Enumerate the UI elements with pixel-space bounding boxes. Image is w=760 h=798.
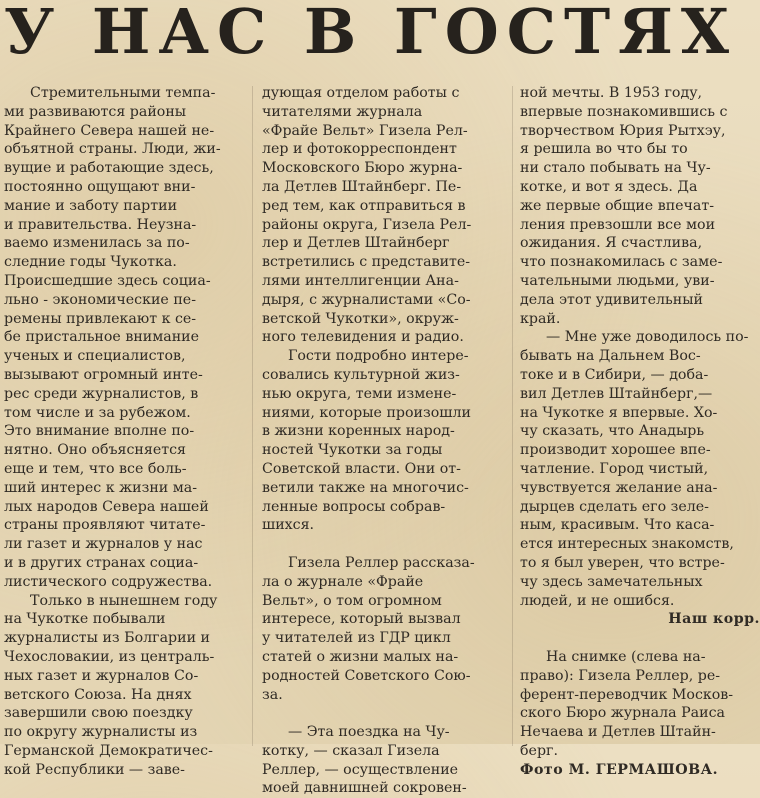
text-line: впервые познакомившись с bbox=[520, 103, 728, 120]
text-line: бывать на Дальнем Вос- bbox=[520, 348, 701, 365]
text-line: чувствуется желание ана- bbox=[520, 479, 718, 496]
column-divider bbox=[252, 86, 253, 746]
text-line: ни стало побывать на Чу- bbox=[520, 160, 711, 177]
text-line: листического содружества. bbox=[4, 573, 213, 590]
text-line: льно - экономические пе- bbox=[4, 291, 196, 308]
article-column-1 bbox=[4, 84, 244, 779]
text-line: Чехословакии, из централь- bbox=[4, 648, 215, 665]
text-line: нятно. Оно объясняется bbox=[4, 442, 186, 459]
text-line: еще и тем, что все боль- bbox=[4, 460, 187, 477]
text-line bbox=[262, 704, 506, 723]
text-line: Фото М. ГЕРМАШОВА. bbox=[520, 761, 719, 778]
text-line: котку, — сказал Гизела bbox=[262, 742, 440, 759]
text-line: ший интерес к жизни ма- bbox=[4, 479, 198, 496]
text-line: завершили свою поездку bbox=[4, 705, 193, 722]
text-line: ленные вопросы собрав- bbox=[262, 498, 446, 515]
text-line: родностей Советского Сою- bbox=[262, 667, 471, 684]
text-line: ла Детлев Штайнберг. Пе- bbox=[262, 178, 462, 195]
text-line: ферент-переводчик Москов- bbox=[520, 686, 734, 703]
text-line: ред тем, как отправиться в bbox=[262, 197, 466, 214]
text-line: и правительства. Неузна- bbox=[4, 216, 197, 233]
text-line: в жизни коренных народ- bbox=[262, 423, 455, 440]
text-line: чу сказать, что Анадырь bbox=[520, 423, 705, 440]
text-line: кой Республики — заве- bbox=[4, 761, 185, 778]
text-line: ных газет и журналов Со- bbox=[4, 667, 199, 684]
text-line: ремены привлекают к се- bbox=[4, 310, 197, 327]
text-line: бе пристальное внимание bbox=[4, 329, 200, 346]
text-line: чу здесь замечательных bbox=[520, 573, 703, 590]
text-line: ли газет и журналов у нас bbox=[4, 536, 203, 553]
text-line: ученых и специалистов, bbox=[4, 348, 186, 365]
text-line: ной мечты. В 1953 году, bbox=[520, 85, 703, 101]
text-line: ветского Союза. На днях bbox=[4, 686, 192, 703]
text-line: что познакомилась с заме- bbox=[520, 254, 723, 271]
text-line: право): Гизела Реллер, ре- bbox=[520, 667, 721, 684]
text-line: ления превзошли все мои bbox=[520, 216, 716, 233]
text-line: ным, красивым. Что каса- bbox=[520, 517, 715, 534]
text-line bbox=[262, 535, 506, 554]
text-line: ского Бюро журнала Раиса bbox=[520, 705, 725, 722]
text-line: мание и заботу партии bbox=[4, 197, 178, 214]
text-line: лых народов Севера нашей bbox=[4, 498, 209, 515]
text-line: ного телевидения и радио. bbox=[262, 329, 464, 346]
text-line: ваемо изменилась за по- bbox=[4, 235, 190, 252]
text-line: статей о жизни малых на- bbox=[262, 648, 459, 665]
article-column-3 bbox=[520, 84, 760, 779]
text-line: Только в нынешнем году bbox=[30, 592, 218, 609]
text-line: дыря, с журналистами «Со- bbox=[262, 291, 471, 308]
text-line: Стремительными темпа- bbox=[30, 85, 216, 101]
text-line: Московского Бюро журна- bbox=[262, 160, 463, 177]
text-line: ми развиваются районы bbox=[4, 103, 187, 120]
text-line bbox=[520, 629, 760, 648]
text-line: берг. bbox=[520, 742, 558, 759]
text-line: у читателей из ГДР цикл bbox=[262, 630, 451, 647]
text-line: На снимке (слева на- bbox=[546, 648, 706, 665]
text-line: рес среди журналистов, в bbox=[4, 385, 199, 402]
text-line: дела этот удивительный bbox=[520, 291, 703, 308]
text-line: нью округа, теми измене- bbox=[262, 385, 457, 402]
text-line: вызывают огромный инте- bbox=[4, 366, 203, 383]
text-line: Вельт», о том огромном bbox=[262, 592, 442, 609]
text-line: читателями журнала bbox=[262, 103, 423, 120]
text-line: Гизела Реллер рассказа- bbox=[288, 554, 475, 571]
text-line: ветской Чукотки», окруж- bbox=[262, 310, 459, 327]
text-line: шихся. bbox=[262, 517, 315, 534]
text-line: вущие и работающие здесь, bbox=[4, 160, 214, 177]
text-line: Это внимание вполне по- bbox=[4, 423, 195, 440]
text-line: «Фрайе Вельт» Гизела Рел- bbox=[262, 122, 468, 139]
text-line: котке, и вот я здесь. Да bbox=[520, 178, 698, 195]
text-line: следние годы Чукотка. bbox=[4, 254, 177, 271]
text-line: ностей Чукотки за годы bbox=[262, 442, 443, 459]
text-line: том числе и за рубежом. bbox=[4, 404, 191, 421]
text-line: дырцев сделать его зеле- bbox=[520, 498, 709, 515]
text-line: Реллер, — осуществление bbox=[262, 761, 459, 778]
text-line: творчеством Юрия Рытхэу, bbox=[520, 122, 726, 139]
text-line: вил Детлев Штайнберг,— bbox=[520, 385, 713, 402]
text-line: постоянно ощущают вни- bbox=[4, 178, 196, 195]
text-line: страны проявляют читате- bbox=[4, 517, 206, 534]
text-line: ла о журнале «Фрайе bbox=[262, 573, 424, 590]
text-line: токе и в Сибири, — доба- bbox=[520, 366, 709, 383]
text-line: — Эта поездка на Чу- bbox=[288, 724, 450, 741]
text-line: — Мне уже доводилось по- bbox=[546, 329, 749, 346]
text-line: край. bbox=[520, 310, 561, 327]
text-line: на Чукотке побывали bbox=[4, 611, 166, 628]
text-line: я решила во что бы то bbox=[520, 141, 688, 158]
text-line: производит хорошее впе- bbox=[520, 442, 711, 459]
text-line: по округу журналисты из bbox=[4, 724, 198, 741]
text-line: ниями, которые произошли bbox=[262, 404, 471, 421]
text-line: за. bbox=[262, 686, 283, 703]
text-line: лер и Детлев Штайнберг bbox=[262, 235, 450, 252]
text-line: лер и фотокорреспондент bbox=[262, 141, 457, 158]
text-line: журналисты из Болгарии и bbox=[4, 630, 210, 647]
text-line: на Чукотке я впервые. Хо- bbox=[520, 404, 718, 421]
column-divider bbox=[512, 86, 513, 746]
text-line: моей давнишней сокровен- bbox=[262, 780, 467, 797]
text-line: Гости подробно интере- bbox=[288, 348, 469, 365]
text-line: ветили также на многочис- bbox=[262, 479, 469, 496]
text-line: Происшедшие здесь социа- bbox=[4, 272, 211, 289]
text-line: людей, и не ошибся. bbox=[520, 592, 675, 609]
headline: У НАС В ГОСТЯХ bbox=[4, 0, 737, 68]
text-line: Наш корр. bbox=[668, 611, 760, 628]
text-line: то я был уверен, что встре- bbox=[520, 554, 725, 571]
text-line: районы округа, Гизела Рел- bbox=[262, 216, 472, 233]
text-line: Советской власти. Они от- bbox=[262, 460, 461, 477]
text-line: объятной страны. Люди, жи- bbox=[4, 141, 221, 158]
text-line: ется интересных знакомств, bbox=[520, 536, 734, 553]
text-line: дующая отделом работы с bbox=[262, 85, 460, 101]
text-line: Нечаева и Детлев Штайн- bbox=[520, 724, 716, 741]
text-line: и в других странах социа- bbox=[4, 554, 199, 571]
text-line: же первые общие впечат- bbox=[520, 197, 715, 214]
text-line: чательными людьми, уви- bbox=[520, 272, 715, 289]
text-line: встретились с представите- bbox=[262, 254, 471, 271]
text-line: совались культурной жиз- bbox=[262, 366, 460, 383]
text-line: Германской Демократичес- bbox=[4, 742, 213, 759]
text-line: лями интеллигенции Ана- bbox=[262, 272, 459, 289]
text-line: Крайнего Севера нашей не- bbox=[4, 122, 215, 139]
text-line: интересе, который вызвал bbox=[262, 611, 461, 628]
article-column-2 bbox=[262, 84, 506, 798]
text-line: чатление. Город чистый, bbox=[520, 460, 709, 477]
text-line: ожидания. Я счастлива, bbox=[520, 235, 703, 252]
